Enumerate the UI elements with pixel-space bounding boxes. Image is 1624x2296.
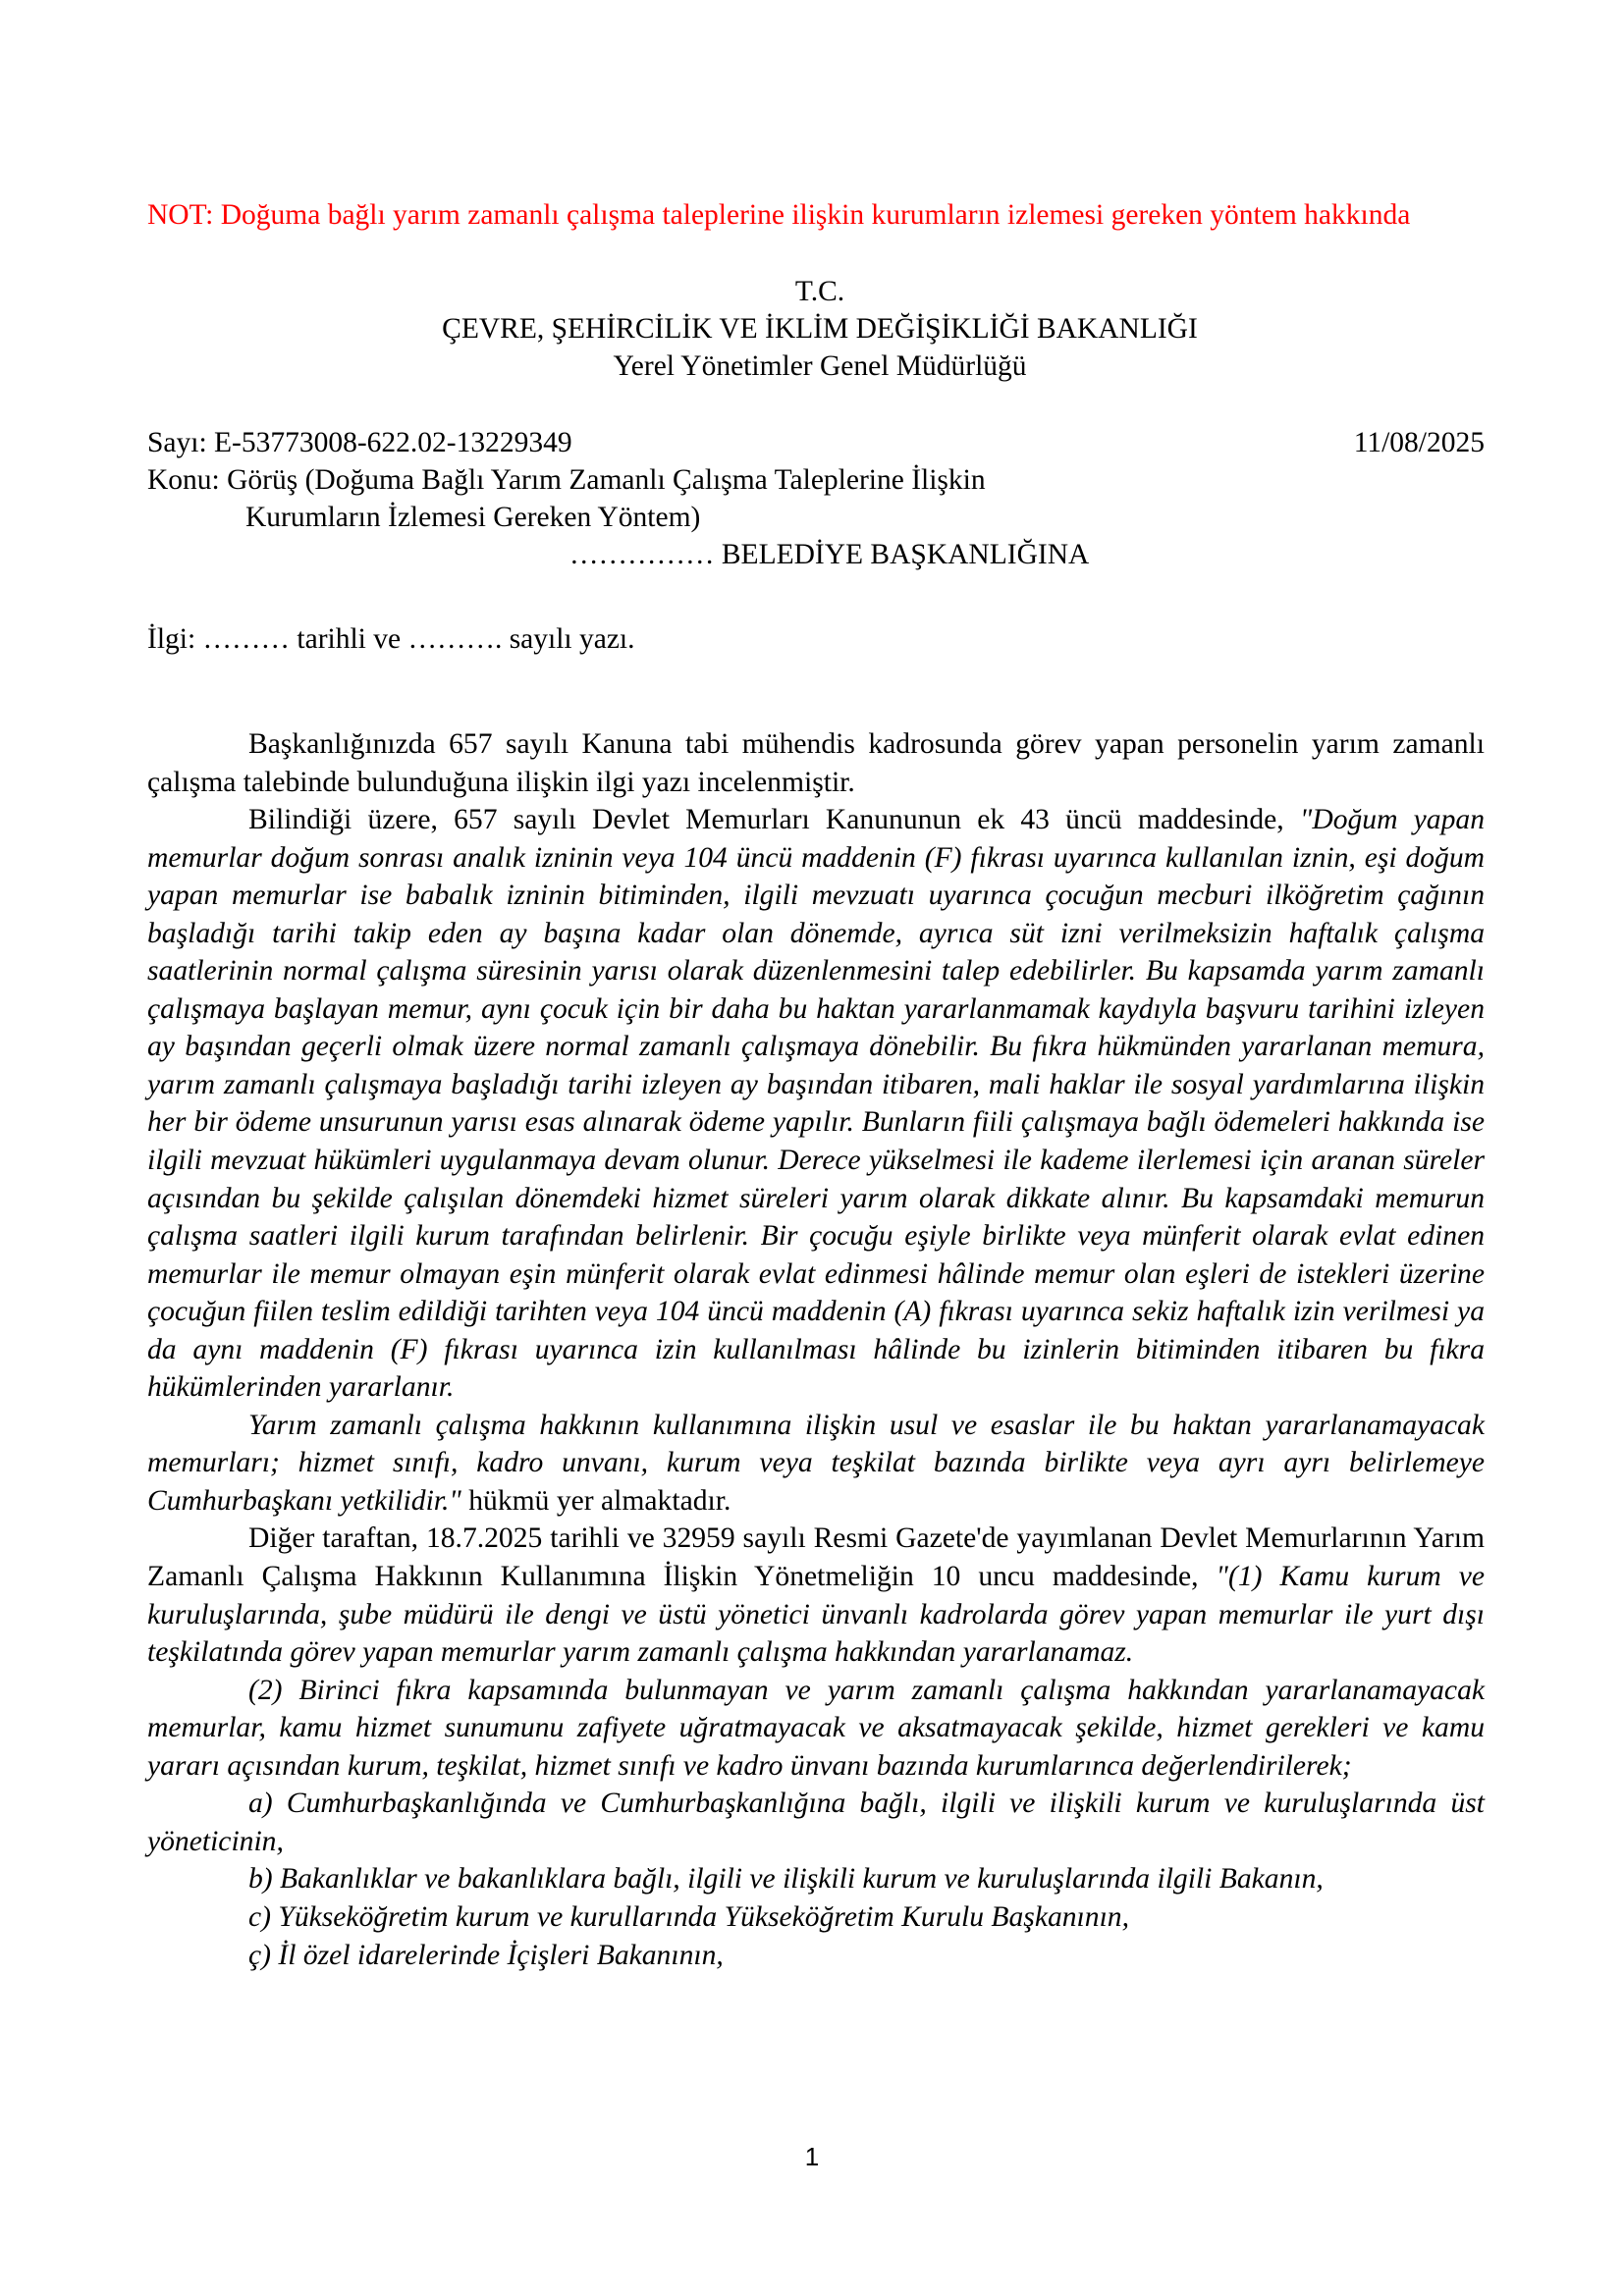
reference-line: İlgi: ……… tarihli ve ………. sayılı yazı.: [147, 623, 635, 655]
document-body: [147, 725, 1485, 1974]
paragraph-4-lead: Diğer taraftan, 18.7.2025 tarihli ve 32959 sayılı Resmi Gazete'de yayımlanan Devlet Memurlarının Yarım Zamanlı Çalışma Hakkının Kullanımına İlişkin Yönetmeliğin 10 uncu maddesinde,: [147, 1522, 1485, 1593]
document-date: 11/08/2025: [1353, 427, 1485, 458]
paragraph-4: [147, 1520, 1485, 1671]
paragraph-3-tail: hükmü yer almaktadır.: [460, 1484, 731, 1517]
recipient: …………… BELEDİYE BAŞKANLIĞINA: [569, 539, 1090, 570]
list-item-a: [147, 1785, 1485, 1860]
document-number: Sayı: E-53773008-622.02-13229349: [147, 427, 572, 458]
list-item-cc-text: ç) İl özel idarelerinde İçişleri Bakanının,: [248, 1939, 724, 1971]
list-item-b-text: b) Bakanlıklar ve bakanlıklara bağlı, ilgili ve ilişkili kurum ve kuruluşlarında ilgili Bakanın,: [248, 1863, 1324, 1896]
paragraph-1: Başkanlığınızda 657 sayılı Kanuna tabi mühendis kadrosunda görev yapan personelin yarım zamanlı çalışma talebinde bulunduğuna ilişkin ilgi yazı incelenmiştir.: [147, 728, 1485, 798]
list-item-c-text: c) Yükseköğretim kurum ve kurullarında Yükseköğretim Kurulu Başkanının,: [248, 1900, 1129, 1933]
paragraph-2: [147, 801, 1485, 1407]
list-item-a-text: a) Cumhurbaşkanlığında ve Cumhurbaşkanlığına bağlı, ilgili ve ilişkili kurum ve kuruluşlarında üst yöneticinin,: [147, 1788, 1485, 1857]
subject-line-1: Konu: Görüş (Doğuma Bağlı Yarım Zamanlı Çalışma Taleplerine İlişkin: [147, 464, 986, 496]
paragraph-5: [147, 1672, 1485, 1786]
list-item-c: [147, 1898, 1485, 1937]
list-item-cc: [147, 1937, 1485, 1975]
paragraph-3: [147, 1407, 1485, 1521]
note-heading: NOT: Doğuma bağlı yarım zamanlı çalışma taleplerine ilişkin kurumların izlemesi gereken yöntem hakkında: [147, 199, 1411, 231]
country-label: T.C.: [794, 276, 845, 307]
subject-line-2: Kurumların İzlemesi Gereken Yöntem): [245, 502, 701, 533]
regulation-quote-2: (2) Birinci fıkra kapsamında bulunmayan ve yarım zamanlı çalışma hakkından yararlanamayacak memurlar, kamu hizmet sunumunu zafiyete uğratmayacak ve aksatmayacak şekilde, hizmet gerekleri ve kamu yararı açısından kurum, teşkilat, hizmet sınıfı ve kadro ünvanı bazında kurumlarınca değerlendirilerek;: [147, 1674, 1485, 1782]
ministry-name: ÇEVRE, ŞEHİRCİLİK VE İKLİM DEĞİŞİKLİĞİ BAKANLIĞI: [442, 313, 1198, 345]
law-quote-continued: Yarım zamanlı çalışma hakkının kullanımına ilişkin usul ve esaslar ile bu haktan yararlanamayacak memurları; hizmet sınıfı, kadro unvanı, kurum veya teşkilat bazında birlikte veya ayrı ayrı belirlemeye Cumhurbaşkanı yetkilidir.": [147, 1409, 1485, 1517]
page-number: 1: [804, 2142, 820, 2171]
paragraph-2-lead: Bilindiği üzere, 657 sayılı Devlet Memurları Kanununun ek 43 üncü maddesinde,: [248, 804, 1300, 836]
list-item-b: [147, 1860, 1485, 1898]
regulation-quote: "(1) Kamu kurum ve kuruluşlarında, şube müdürü ile dengi ve üstü yönetici ünvanlı kadrolarda görev yapan memurlar ile yurt dışı teşkilatında görev yapan memurlar yarım zamanlı çalışma hakkından yararlanamaz.: [147, 1561, 1485, 1669]
law-quote: "Doğum yapan memurlar doğum sonrası analık izninin veya 104 üncü maddenin (F) fıkrası uyarınca kullanılan iznin, eşi doğum yapan memurlar ise babalık izninin bitiminden, ilgili mevzuatı uyarınca çocuğun mecburi ilköğretim çağının başladığı tarihi takip eden ay başına kadar olan dönemde, ayrıca süt izni verilmeksizin haftalık çalışma saatlerinin normal çalışma süresinin yarısı olarak düzenlenmesini talep edebilirler. Bu kapsamda yarım zamanlı çalışmaya başlayan memur, aynı çocuk için bir daha bu haktan yararlanmamak kaydıyla başvuru tarihini izleyen ay başından geçerli olmak üzere normal zamanlı çalışmaya dönebilir. Bu fıkra hükmünden yararlanan memura, yarım zamanlı çalışmaya başladığı tarihi izleyen ay başından itibaren, mali haklar ile sosyal yardımlarına ilişkin her bir ödeme unsurunun yarısı esas alınarak ödeme yapılır. Bunların fiili çalışmaya bağlı ödemeleri hakkında ise ilgili mevzuat hükümleri uygulanmaya devam olunur. Derece yükselmesi ile kademe ilerlemesi için aranan süreler açısından bu şekilde çalışılan dönemdeki hizmet süreleri yarım olarak dikkate alınır. Bu kapsamdaki memurun çalışma saatleri ilgili kurum tarafından belirlenir. Bir çocuğu eşiyle birlikte veya münferit olarak evlat edinen memurlar ile memur olmayan eşin münferit olarak evlat edinmesi hâlinde memur olan eşleri de istekleri üzerine çocuğun fiilen teslim edildiği tarihten veya 104 üncü maddenin (A) fıkrası uyarınca sekiz haftalık izin verilmesi ya da aynı maddenin (F) fıkrası uyarınca izin kullanılması hâlinde bu izinlerin bitiminden itibaren bu fıkra hükümlerinden yararlanır.: [147, 804, 1485, 1404]
directorate-name: Yerel Yönetimler Genel Müdürlüğü: [613, 350, 1027, 382]
